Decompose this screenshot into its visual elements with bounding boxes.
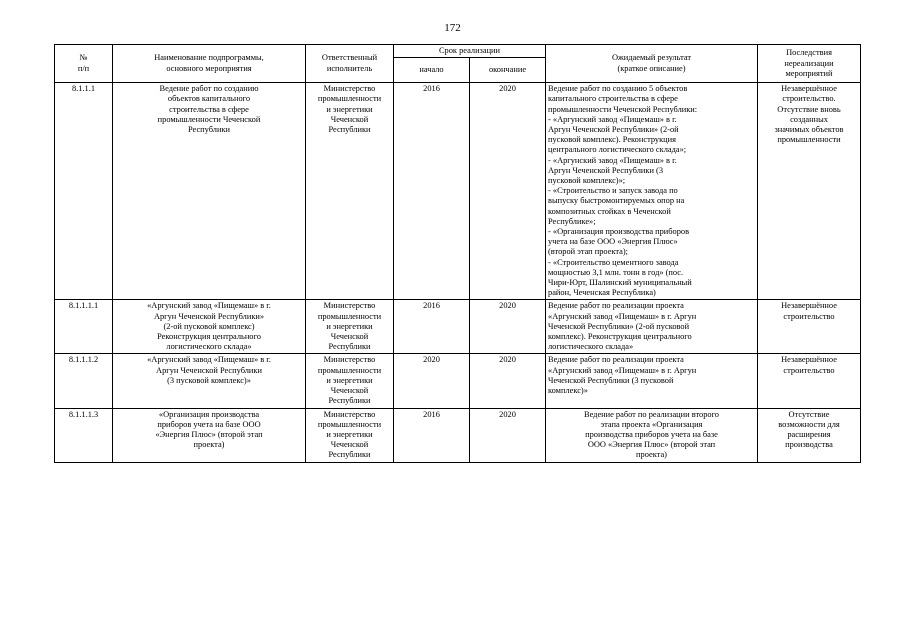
row-name: «Аргунский завод «Пищемаш» в г. Аргун Чеченской Республики (3 пусковой комплекс)» (113, 354, 306, 408)
row-name: «Аргунский завод «Пищемаш» в г. Аргун Чеченской Республики» (2-ой пусковой комплекс) Реконструкция центрального логистического склада» (113, 300, 306, 354)
row-consequences: Незавершённое строительство (758, 300, 861, 354)
row-start: 2016 (394, 300, 470, 354)
header-name: Наименование подпрограммы, основного мероприятия (113, 45, 306, 83)
row-result: Ведение работ по созданию 5 объектов капитального строительства в сфере промышленности Чеченской Республики: - «Аргунский завод «Пищемаш» в г. Аргун Чеченской Республики» (2-ой пусковой комплекс). Реконструкция центрального логистического склада»; - «Аргунский завод «Пищемаш» в г. Аргун Чеченской Республики (3 пусковой комплекс)»; - «Строительство и запуск завода по выпуску быстромонтируемых опор на композитных стойках в Чеченской Республике»; - «Организация производства приборов учета на базе ООО «Энергия Плюс» (второй этап проекта); - «Строительство цементного завода мощностью 3,1 млн. тонн в год» (пос. Чири-Юрт, Шалинский муниципальный район, Чеченская Республика) (546, 83, 758, 300)
row-end: 2020 (470, 354, 546, 408)
header-start: начало (394, 58, 470, 83)
row-consequences: Незавершённое строительство (758, 354, 861, 408)
table-row (55, 354, 861, 408)
table-header-row (55, 45, 861, 58)
program-table (54, 44, 861, 463)
row-start: 2016 (394, 83, 470, 300)
row-result: Ведение работ по реализации проекта «Аргунский завод «Пищемаш» в г. Аргун Чеченской Республики (3 пусковой комплекс)» (546, 354, 758, 408)
row-consequences: Незавершённое строительство. Отсутствие вновь созданных значимых объектов промышленности (758, 83, 861, 300)
row-responsible: Министерство промышленности и энергетики Чеченской Республики (306, 83, 394, 300)
header-consequences: Последствия нереализации мероприятий (758, 45, 861, 83)
row-result: Ведение работ по реализации второго этапа проекта «Организация производства приборов учета на базе ООО «Энергия Плюс» (второй этап проекта) (546, 408, 758, 462)
row-num: 8.1.1.1.3 (55, 408, 113, 462)
table-row (55, 300, 861, 354)
header-period: Срок реализации (394, 45, 546, 58)
header-responsible: Ответственный исполнитель (306, 45, 394, 83)
header-end: окончание (470, 58, 546, 83)
row-name: Ведение работ по созданию объектов капитального строительства в сфере промышленности Чеченской Республики (113, 83, 306, 300)
table-row (55, 408, 861, 462)
row-responsible: Министерство промышленности и энергетики Чеченской Республики (306, 300, 394, 354)
row-end: 2020 (470, 83, 546, 300)
row-name: «Организация производства приборов учета на базе ООО «Энергия Плюс» (второй этап проекта) (113, 408, 306, 462)
row-start: 2020 (394, 354, 470, 408)
header-num: № п/п (55, 45, 113, 83)
page-number: 172 (444, 22, 461, 34)
header-result: Ожидаемый результат (краткое описание) (546, 45, 758, 83)
row-responsible: Министерство промышленности и энергетики Чеченской Республики (306, 408, 394, 462)
row-end: 2020 (470, 408, 546, 462)
row-result: Ведение работ по реализации проекта «Аргунский завод «Пищемаш» в г. Аргун Чеченской Республики» (2-ой пусковой комплекс). Реконструкция центрального логистического склада» (546, 300, 758, 354)
row-responsible: Министерство промышленности и энергетики Чеченской Республики (306, 354, 394, 408)
table-row (55, 83, 861, 300)
row-consequences: Отсутствие возможности для расширения производства (758, 408, 861, 462)
row-num: 8.1.1.1 (55, 83, 113, 300)
row-start: 2016 (394, 408, 470, 462)
row-num: 8.1.1.1.1 (55, 300, 113, 354)
row-end: 2020 (470, 300, 546, 354)
row-num: 8.1.1.1.2 (55, 354, 113, 408)
